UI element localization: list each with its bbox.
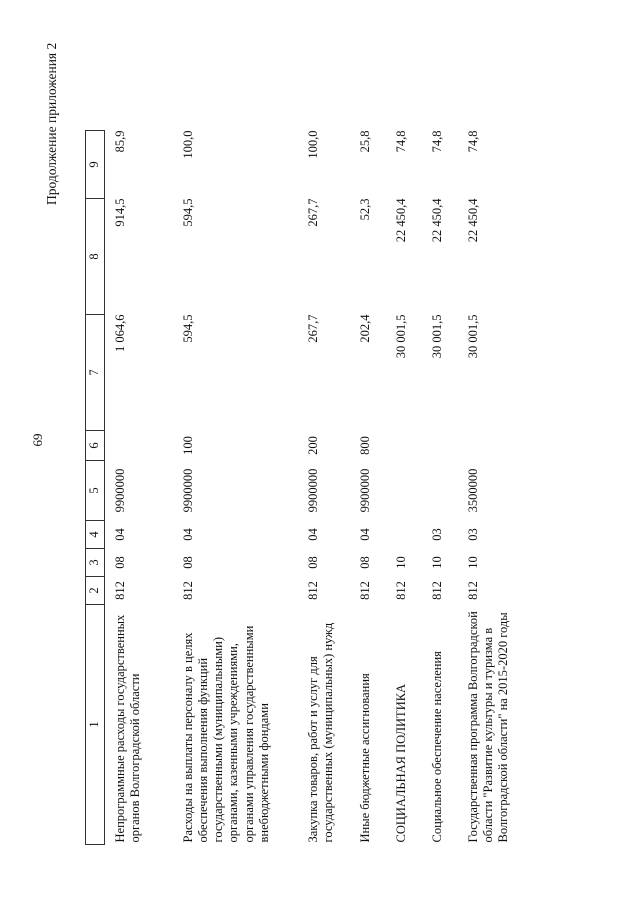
- cell-percent: 100,0: [305, 130, 320, 159]
- cell-subsection: 04: [305, 528, 320, 541]
- cell-expense-type: [422, 431, 458, 461]
- cell-expense-type: 100: [180, 436, 195, 455]
- cell-target-article: 3500000: [465, 468, 480, 513]
- cell-section: 10: [393, 556, 408, 569]
- page-number: 69: [30, 433, 45, 447]
- cell-executed: 267,7: [305, 198, 320, 227]
- cell-planned: 1 064,6: [113, 314, 127, 352]
- column-header: 8: [86, 199, 105, 315]
- cell-planned: 594,5: [180, 314, 195, 343]
- cell-expense-type: [105, 431, 173, 461]
- cell-executed: 594,5: [180, 198, 195, 227]
- cell-executed: 22 450,4: [429, 198, 444, 243]
- table-row: [173, 131, 298, 845]
- column-header: 4: [86, 521, 105, 549]
- row-name: СОЦИАЛЬНАЯ ПОЛИТИКА: [393, 683, 408, 843]
- cell-ministry-code: 812: [357, 581, 372, 600]
- row-name: Социальное обеспечение населения: [429, 651, 444, 843]
- column-header: 5: [86, 461, 105, 521]
- cell-percent: 74,8: [393, 130, 408, 153]
- cell-percent: 74,8: [429, 130, 444, 153]
- cell-percent: 74,8: [465, 130, 480, 153]
- cell-ministry-code: 812: [429, 581, 444, 600]
- budget-table: [85, 130, 538, 845]
- cell-subsection: 04: [113, 528, 127, 541]
- cell-target-article: 9900000: [357, 468, 372, 513]
- cell-ministry-code: 812: [305, 581, 320, 600]
- cell-subsection: 04: [357, 528, 372, 541]
- appendix-continuation-label: Продолжение приложения 2: [44, 42, 59, 205]
- cell-planned: 267,7: [305, 314, 320, 343]
- cell-executed: 914,5: [113, 198, 127, 227]
- column-header: 3: [86, 549, 105, 577]
- cell-section: 10: [429, 556, 444, 569]
- cell-target-article: [386, 461, 422, 521]
- row-name: Иные бюджетные ассигнования: [357, 673, 372, 843]
- cell-subsection: [386, 521, 422, 549]
- cell-target-article: 9900000: [305, 468, 320, 513]
- row-name: Непрограммные расходы государственных органов Волгоградской области: [113, 614, 143, 843]
- cell-expense-type: 200: [305, 436, 320, 455]
- row-name: Закупка товаров, работ и услуг для государственных (муниципальных) нужд: [305, 622, 335, 843]
- cell-target-article: [422, 461, 458, 521]
- cell-percent: 85,9: [113, 130, 127, 153]
- cell-percent: 25,8: [357, 130, 372, 153]
- column-header: 6: [86, 431, 105, 461]
- cell-expense-type: [386, 431, 422, 461]
- cell-expense-type: [458, 431, 538, 461]
- cell-percent: 100,0: [180, 130, 195, 159]
- cell-planned: 202,4: [357, 314, 372, 343]
- row-name: Расходы на выплаты персоналу в целях обеспечения выполнения функций государственными (муниципальными) органами, казенными учреждениями, органами управления государственными внебюджетными фондами: [180, 625, 271, 843]
- cell-section: 10: [465, 556, 480, 569]
- table-row: [105, 131, 173, 845]
- cell-expense-type: 800: [357, 436, 372, 455]
- cell-ministry-code: 812: [180, 581, 195, 600]
- cell-section: 08: [180, 556, 195, 569]
- column-header: 9: [86, 131, 105, 199]
- column-header: 1: [86, 605, 105, 845]
- cell-planned: 30 001,5: [429, 314, 444, 359]
- column-header: 7: [86, 315, 105, 431]
- cell-ministry-code: 812: [393, 581, 408, 600]
- cell-ministry-code: 812: [465, 581, 480, 600]
- table-row: [298, 131, 350, 845]
- cell-target-article: 9900000: [180, 468, 195, 513]
- table-row: [458, 131, 538, 845]
- cell-executed: 22 450,4: [465, 198, 480, 243]
- cell-executed: 52,3: [357, 198, 372, 221]
- row-name: Государственная программа Волгоградской области "Развитие культуры и туризма в Волгоградской области" на 2015-2020 годы: [465, 611, 510, 843]
- cell-planned: 30 001,5: [393, 314, 408, 359]
- cell-planned: 30 001,5: [465, 314, 480, 359]
- table-row: [386, 131, 422, 845]
- cell-subsection: 03: [429, 528, 444, 541]
- table-row: [350, 131, 386, 845]
- cell-target-article: 9900000: [113, 468, 127, 513]
- column-header: 2: [86, 577, 105, 605]
- cell-ministry-code: 812: [113, 581, 127, 600]
- cell-subsection: 03: [465, 528, 480, 541]
- cell-section: 08: [113, 556, 127, 569]
- cell-subsection: 04: [180, 528, 195, 541]
- table-header-row: [86, 131, 105, 845]
- cell-executed: 22 450,4: [393, 198, 408, 243]
- table-row: [422, 131, 458, 845]
- cell-section: 08: [357, 556, 372, 569]
- cell-section: 08: [305, 556, 320, 569]
